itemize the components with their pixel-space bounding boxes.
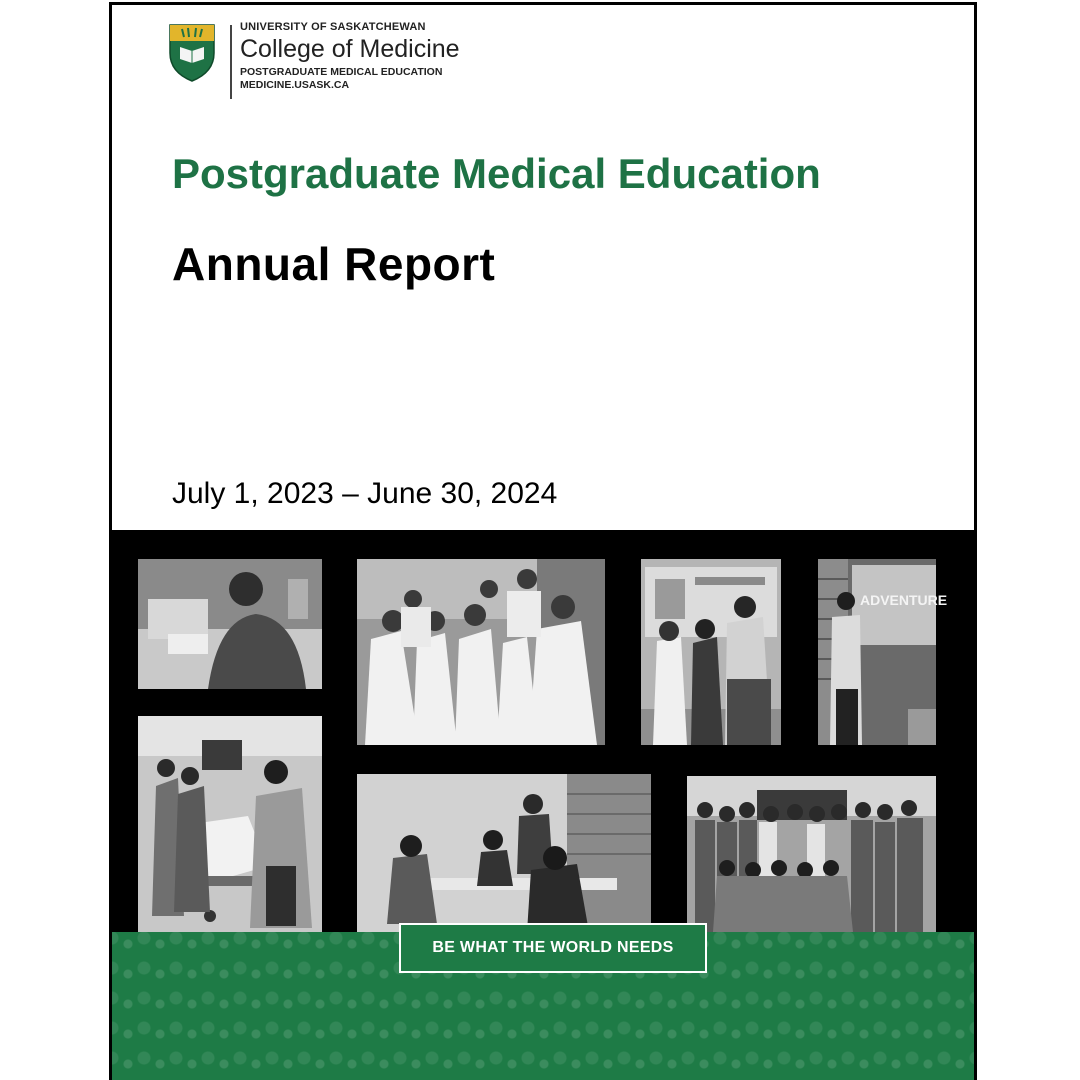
photo-presenter-adventure xyxy=(818,559,948,745)
college-name: College of Medicine xyxy=(240,35,460,63)
photo-collage xyxy=(112,530,974,932)
university-name: UNIVERSITY OF SASKATCHEWAN xyxy=(240,21,426,33)
tagline-banner: BE WHAT THE WORLD NEEDS xyxy=(399,923,707,973)
photo-small-group-session xyxy=(357,774,651,932)
website-url: MEDICINE.USASK.CA xyxy=(240,79,350,91)
photo-group-gathering xyxy=(687,776,936,932)
department-name: POSTGRADUATE MEDICAL EDUCATION xyxy=(240,66,443,78)
report-subtitle: Annual Report xyxy=(172,238,496,290)
photo-simulation-stretcher xyxy=(138,716,322,932)
logo-divider xyxy=(230,25,232,99)
report-cover xyxy=(109,2,977,1080)
adventure-sign-text: ADVENTURE xyxy=(860,592,948,608)
report-title: Postgraduate Medical Education xyxy=(172,150,821,197)
report-date-range: July 1, 2023 – June 30, 2024 xyxy=(172,477,558,510)
photo-poster-presentation xyxy=(641,559,781,745)
photo-residents-white-coats xyxy=(357,559,605,745)
logo-wordmark xyxy=(240,21,460,92)
usask-shield-logo xyxy=(168,23,216,83)
photo-resident-at-bench xyxy=(138,559,322,689)
